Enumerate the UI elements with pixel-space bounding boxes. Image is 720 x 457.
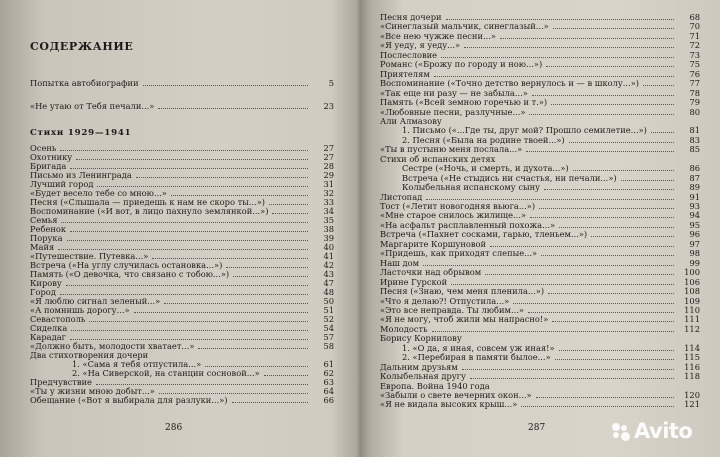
dot-leader bbox=[70, 168, 308, 169]
toc-entry-title: «Что я делаю?! Отпустила...» bbox=[380, 295, 510, 306]
toc-entry-title: Карадаг bbox=[30, 332, 67, 342]
toc-entry-page: 47 bbox=[323, 278, 334, 288]
dot-leader bbox=[490, 246, 674, 247]
dot-leader bbox=[198, 348, 308, 349]
toc-entry-page: 38 bbox=[323, 224, 334, 234]
toc-entry-page: 83 bbox=[689, 134, 700, 145]
toc-entry-title: Встреча («Пахнет сосками, гарью, тленьем...») bbox=[380, 229, 588, 240]
dot-leader bbox=[232, 402, 308, 403]
toc-entry-page: 23 bbox=[323, 101, 334, 111]
toc-entry-page: 71 bbox=[689, 30, 700, 41]
dot-leader bbox=[451, 284, 674, 285]
toc-entry-title: «Я не могу, чтоб жили мы напрасно!» bbox=[380, 314, 549, 325]
toc-entry-title: «Синеглазый мальчик, синеглазый...» bbox=[380, 21, 549, 32]
toc-entry-page: 95 bbox=[689, 219, 700, 230]
toc-entry-page: 77 bbox=[689, 78, 700, 89]
toc-entry-page: 72 bbox=[689, 40, 700, 51]
dot-leader bbox=[434, 76, 674, 77]
dot-leader bbox=[573, 170, 674, 171]
toc-entry-page: 33 bbox=[323, 197, 334, 207]
dot-leader bbox=[205, 366, 308, 367]
dot-leader bbox=[526, 151, 674, 152]
toc-entry-page: 27 bbox=[323, 143, 334, 153]
dot-leader bbox=[551, 104, 674, 105]
toc-entry bbox=[380, 399, 700, 410]
dot-leader bbox=[536, 397, 674, 398]
toc-entry-title: Наш дом bbox=[380, 257, 420, 268]
dot-leader bbox=[97, 186, 308, 187]
toc-entry-page: 54 bbox=[323, 323, 334, 333]
toc-entry-title: 2. «Перебирая в памяти былое...» bbox=[402, 352, 551, 363]
toc-entry-title: Приятелям bbox=[380, 68, 430, 79]
toc-entry-title: Стихи 1929—1941 bbox=[30, 128, 132, 138]
toc-entry-page: 108 bbox=[684, 286, 700, 297]
toc-entry-page: 40 bbox=[323, 242, 334, 252]
toc-entry-title: Севастополь bbox=[30, 314, 86, 324]
toc-entry-page: 106 bbox=[684, 276, 700, 287]
toc-entry-page: 112 bbox=[684, 323, 700, 334]
watermark-text: Avito bbox=[634, 419, 693, 443]
dot-leader bbox=[528, 312, 674, 313]
toc-entry-title: Охотнику bbox=[30, 152, 73, 162]
toc-entry-page: 64 bbox=[323, 386, 334, 396]
dot-leader bbox=[553, 28, 674, 29]
toc-entry-page: 99 bbox=[689, 257, 700, 268]
dot-leader bbox=[423, 265, 674, 266]
toc-entry-title: Тост («Летит новогодняя вьюга...») bbox=[380, 201, 536, 211]
dot-leader bbox=[521, 406, 674, 407]
toc-entry-title: Романс («Брожу по городу и ною...») bbox=[380, 59, 543, 70]
dot-leader bbox=[60, 294, 308, 295]
toc-entry-title: Встреча («На углу случилась остановка...») bbox=[30, 260, 223, 270]
toc-entry-title: Письмо из Ленинграда bbox=[30, 170, 132, 180]
dot-leader bbox=[272, 213, 308, 214]
toc-entry-title: Молодость bbox=[380, 323, 428, 334]
toc-entry-title: «Придешь, как приходят слепые...» bbox=[380, 248, 538, 259]
toc-entry-page: 93 bbox=[689, 201, 700, 211]
toc-entry-title: Сестре («Ночь, и смерть, и духота...») bbox=[402, 163, 569, 174]
toc-entry-title: Дальним друзьям bbox=[380, 361, 458, 372]
toc-entry-title: 2. «На Сиверской, на станции сосновой...» bbox=[72, 368, 260, 378]
dot-leader bbox=[539, 208, 674, 209]
toc-entry-page: 68 bbox=[689, 12, 700, 22]
dot-leader bbox=[544, 189, 674, 190]
dot-leader bbox=[136, 177, 308, 178]
toc-entry-title: Память («Всей земною горечью и т.») bbox=[380, 97, 548, 108]
dot-leader bbox=[71, 330, 308, 331]
avito-logo-icon bbox=[612, 423, 632, 441]
toc-entry-title: Колыбельная другу bbox=[380, 371, 466, 382]
toc-entry-title: Сиделка bbox=[30, 323, 68, 333]
toc-entry-page: 115 bbox=[684, 352, 700, 363]
toc-entry-title: Ребенок bbox=[30, 224, 67, 234]
toc-entry-title: 1. Письмо («...Где ты, друг мой? Прошло семилетие...») bbox=[402, 125, 647, 136]
toc-entry-page: 73 bbox=[689, 49, 700, 60]
toc-entry-page: 78 bbox=[689, 87, 700, 98]
dot-leader bbox=[462, 369, 674, 370]
toc-entry-page: 98 bbox=[689, 248, 700, 259]
dot-leader bbox=[552, 321, 674, 322]
toc-entry-title: «Это все неправда. Ты любим...» bbox=[380, 304, 524, 315]
toc-entry-title: Порука bbox=[30, 233, 63, 243]
dot-leader bbox=[546, 66, 674, 67]
dot-leader bbox=[61, 222, 308, 223]
toc-entry-page: 66 bbox=[323, 395, 334, 405]
toc-entry-page: 96 bbox=[689, 229, 700, 240]
toc-entry-page: 121 bbox=[684, 399, 700, 410]
toc-entry-title: Песня дочери bbox=[380, 12, 442, 22]
toc-entry-title: «Путешествие. Путевка...» bbox=[30, 251, 149, 261]
toc-entry-page: 32 bbox=[323, 188, 334, 198]
dot-leader bbox=[264, 375, 308, 376]
toc-entry-title: Осень bbox=[30, 143, 57, 153]
dot-leader bbox=[651, 132, 674, 133]
dot-leader bbox=[60, 150, 308, 151]
toc-entry-page: 75 bbox=[689, 59, 700, 70]
dot-leader bbox=[67, 240, 308, 241]
toc-entry-page: 57 bbox=[323, 332, 334, 342]
toc-entry-title: «Мне старое снилось жилище...» bbox=[380, 210, 527, 221]
dot-leader bbox=[470, 378, 674, 379]
page-number-left: 286 bbox=[165, 423, 183, 433]
toc-entry-title: «Должно быть, молодости хватает...» bbox=[30, 341, 195, 351]
toc-entry-title: «Так еще ни разу — не забыла...» bbox=[380, 87, 528, 98]
toc-entry-page: 76 bbox=[689, 68, 700, 79]
toc-entry-title: Маргарите Коршуновой bbox=[380, 238, 487, 249]
toc-entry-page: 80 bbox=[689, 106, 700, 117]
toc-entry-title: Ирине Гурской bbox=[380, 276, 448, 287]
dot-leader bbox=[569, 142, 674, 143]
toc-entry-title: «Я люблю сигнал зеленый...» bbox=[30, 296, 161, 306]
dot-leader bbox=[233, 276, 308, 277]
dot-leader bbox=[226, 267, 308, 268]
toc-entry-page: 94 bbox=[689, 210, 700, 221]
toc-entry-title: Послесловие bbox=[380, 49, 438, 60]
dot-leader bbox=[171, 195, 308, 196]
dot-leader bbox=[621, 180, 674, 181]
toc-entry-page: 87 bbox=[689, 172, 700, 183]
toc-entry-title: Встреча («Не стыдись ни счастья, ни печали...») bbox=[402, 172, 617, 183]
toc-entry-title: Город bbox=[30, 287, 56, 297]
toc-entry-title: Песня («Слышала — приедешь к нам не скоро ты...») bbox=[30, 197, 266, 207]
toc-entry-page: 111 bbox=[684, 314, 700, 325]
toc-entry-title: 2. Песня («Была на родине твоей...») bbox=[402, 134, 565, 145]
dot-leader bbox=[555, 359, 674, 360]
dot-leader bbox=[643, 85, 674, 86]
toc-entry-page: 109 bbox=[684, 295, 700, 306]
toc-entry-title: «Я не видала высоких крыш...» bbox=[380, 399, 518, 410]
dot-leader bbox=[143, 85, 308, 86]
dot-leader bbox=[70, 339, 308, 340]
toc-entry-page: 91 bbox=[689, 191, 700, 202]
toc-entry-page: 70 bbox=[689, 21, 700, 32]
toc-entry-title: Попытка автобиографии bbox=[30, 78, 139, 88]
toc-entry-title: Воспоминание («И вот, в лицо пахнуло землянкой...») bbox=[30, 206, 269, 216]
toc-entry-page: 62 bbox=[323, 368, 334, 378]
toc-entry-page: 79 bbox=[689, 97, 700, 108]
toc-entry-page: 51 bbox=[323, 305, 334, 315]
toc-entry-title: Воспоминание («Точно детство вернулось и — в школу...») bbox=[380, 78, 640, 89]
toc-entry bbox=[30, 101, 334, 112]
dot-leader bbox=[432, 331, 674, 332]
avito-watermark bbox=[612, 418, 712, 444]
toc-entry-title: «Ты в пустыню меня послала...» bbox=[380, 144, 523, 155]
dot-leader bbox=[513, 303, 674, 304]
dot-leader bbox=[548, 293, 674, 294]
toc-entry-title: Память («О девочка, что связано с тобою...») bbox=[30, 269, 230, 279]
toc-entry-title: Борису Корнилову bbox=[380, 333, 462, 344]
toc-entry-page: 89 bbox=[689, 182, 700, 193]
toc-entry-page: 41 bbox=[323, 251, 334, 261]
toc-entry-page: 48 bbox=[323, 287, 334, 297]
toc-entry-title: Ласточки над обрывом bbox=[380, 267, 482, 278]
toc-entry-title: «Любовные песни, разлучные...» bbox=[380, 106, 526, 117]
dot-leader bbox=[164, 303, 308, 304]
toc-entry-page: 35 bbox=[323, 215, 334, 225]
toc-entry-title: Песня («Знаю, чем меня пленила...») bbox=[380, 286, 545, 297]
toc-entry-title: Два стихотворения дочери bbox=[30, 350, 149, 360]
toc-entry-title: «Все нею чужже песни...» bbox=[380, 30, 496, 41]
toc-entry bbox=[30, 395, 334, 406]
toc-entry-title: Листопад bbox=[380, 191, 423, 202]
toc-entry-title: «Я уеду, я уеду...» bbox=[380, 40, 461, 51]
dot-leader bbox=[70, 231, 308, 232]
toc-entry-page: 52 bbox=[323, 314, 334, 324]
dot-leader bbox=[426, 199, 674, 200]
toc-entry-title: 1. «О да, я иная, совсем уж иная!» bbox=[402, 342, 555, 353]
dot-leader bbox=[559, 350, 674, 351]
toc-entry-page: 81 bbox=[689, 125, 700, 136]
dot-leader bbox=[58, 249, 308, 250]
toc-entry-page: 118 bbox=[684, 371, 700, 382]
dot-leader bbox=[134, 312, 308, 313]
toc-entry-page: 43 bbox=[323, 269, 334, 279]
dot-leader bbox=[96, 384, 308, 385]
dot-leader bbox=[529, 114, 674, 115]
toc-entry-page: 86 bbox=[689, 163, 700, 174]
toc-entry-page: 31 bbox=[323, 179, 334, 189]
toc-entry-page: 116 bbox=[684, 361, 700, 372]
toc-entry-title: Семья bbox=[30, 215, 58, 225]
dot-leader bbox=[152, 258, 308, 259]
toc-entry-page: 34 bbox=[323, 206, 334, 216]
toc-entry-title: Предчувствие bbox=[30, 377, 92, 387]
toc-entry-page: 61 bbox=[323, 359, 334, 369]
toc-entry-title: Али Алмазову bbox=[380, 115, 442, 126]
toc-entry-page: 120 bbox=[684, 390, 700, 400]
dot-leader bbox=[441, 57, 674, 58]
toc-entry-title: Обещание («Вот я выбирала для разлуки...») bbox=[30, 395, 228, 405]
dot-leader bbox=[591, 236, 674, 237]
page-number-right: 287 bbox=[528, 423, 546, 433]
toc-entry-title: Колыбельная испанскому сыну bbox=[402, 182, 540, 193]
toc-entry-title: «Забыли о свете вечерних окон...» bbox=[380, 390, 532, 400]
toc-entry-title: «Не утаю от Тебя печали...» bbox=[30, 101, 155, 111]
toc-entry-title: «Ты у жизни мною добыт...» bbox=[30, 386, 155, 396]
toc-entry-title: Лучший город bbox=[30, 179, 94, 189]
toc-entry bbox=[30, 128, 334, 139]
dot-leader bbox=[464, 47, 674, 48]
toc-entry-title: Майя bbox=[30, 242, 55, 252]
toc-entry-title: 1. «Сама я тебя отпустила...» bbox=[72, 359, 202, 369]
toc-entry-page: 100 bbox=[684, 267, 700, 278]
toc-entry-page: 5 bbox=[328, 78, 334, 88]
toc-entry-title: «Будет весело тебе со мною...» bbox=[30, 188, 167, 198]
toc-entry-title: Стихи об испанских детях bbox=[380, 153, 496, 164]
toc-entry-page: 58 bbox=[323, 341, 334, 351]
toc-entry-title: «На асфальт расплавленный похожа...» bbox=[380, 219, 556, 230]
toc-entry-title: Европа. Война 1940 года bbox=[380, 380, 490, 391]
toc-entry-page: 97 bbox=[689, 238, 700, 249]
toc-entry-page: 42 bbox=[323, 260, 334, 270]
dot-leader bbox=[269, 204, 308, 205]
dot-leader bbox=[89, 321, 308, 322]
toc-entry-title: Кирову bbox=[30, 278, 62, 288]
toc-entry-page: 27 bbox=[323, 152, 334, 162]
dot-leader bbox=[541, 255, 674, 256]
toc-entry-page: 85 bbox=[689, 144, 700, 155]
toc-entry-page: 28 bbox=[323, 161, 334, 171]
toc-entry-page: 29 bbox=[323, 170, 334, 180]
toc-entry-page: 114 bbox=[684, 342, 700, 353]
dot-leader bbox=[559, 227, 674, 228]
dot-leader bbox=[485, 274, 674, 275]
dot-leader bbox=[158, 108, 308, 109]
toc-entry-title: Бригада bbox=[30, 161, 67, 171]
toc-entry bbox=[30, 78, 334, 89]
toc-entry-page: 63 bbox=[323, 377, 334, 387]
dot-leader bbox=[76, 159, 308, 160]
toc-entry-title: «А помнишь дорогу...» bbox=[30, 305, 130, 315]
dot-leader bbox=[500, 38, 674, 39]
dot-leader bbox=[66, 285, 308, 286]
dot-leader bbox=[532, 95, 674, 96]
right-page bbox=[360, 0, 720, 457]
dot-leader bbox=[159, 393, 308, 394]
toc-entry-page: 50 bbox=[323, 296, 334, 306]
dot-leader bbox=[530, 217, 674, 218]
contents-heading: СОДЕРЖАНИЕ bbox=[30, 40, 134, 53]
toc-entry-page: 39 bbox=[323, 233, 334, 243]
dot-leader bbox=[446, 19, 674, 20]
toc-entry-page: 110 bbox=[684, 304, 700, 315]
